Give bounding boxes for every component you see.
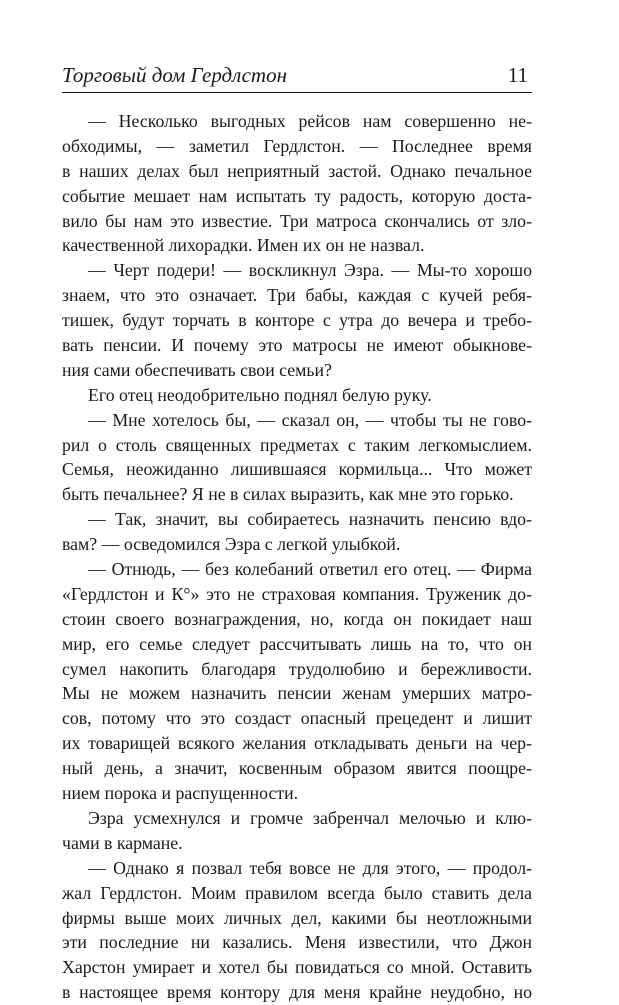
text-line: жал Гердлстон. Моим правилом всегда было ставить дела bbox=[62, 882, 532, 903]
text-line: эти последние ни казались. Меня известили, что Джон bbox=[62, 932, 532, 953]
text-line: в настоящее время контору для меня крайне неудобно, но bbox=[62, 982, 532, 1003]
running-header bbox=[62, 62, 532, 90]
text-line: чами в кармане. bbox=[62, 832, 183, 853]
text-line: фирмы выше моих личных дел, какими бы неотложными bbox=[62, 907, 532, 928]
running-title: Торговый дом Гердлстон bbox=[62, 63, 287, 87]
text-line: Эзра усмехнулся и громче забренчал мелочью и клю- bbox=[88, 807, 532, 828]
page-number: 11 bbox=[507, 63, 528, 87]
text-line: Харстон умирает и хотел бы повидаться со мной. Оставить bbox=[62, 957, 532, 978]
text-line: — Так, значит, вы собираетесь назначить пенсию вдо- bbox=[88, 509, 532, 530]
text-line: Семья, неожиданно лишившаяся кормильца... Что может bbox=[62, 459, 532, 480]
text-line: вило бы нам это известие. Три матроса скончались от зло- bbox=[62, 210, 532, 231]
text-line: рил о столь священных предметах с таким легкомыслием. bbox=[62, 434, 532, 455]
text-line: ный день, а значит, косвенным образом явится поощре- bbox=[62, 758, 532, 779]
text-line: «Гердлстон и К°» это не страховая компания. Труженик до- bbox=[62, 583, 532, 604]
text-line: событие мешает нам испытать ту радость, которую доста- bbox=[62, 185, 532, 206]
text-line: нием порока и распущенности. bbox=[62, 783, 299, 804]
text-line: ния сами обеспечивать свои семьи? bbox=[62, 359, 332, 380]
text-line: — Несколько выгодных рейсов нам совершенно не- bbox=[88, 111, 532, 131]
text-line: вать пенсии. И почему это матросы не имеют обыкнове- bbox=[62, 335, 532, 356]
text-line: сов, потому что это создаст опасный прецедент и лишит bbox=[62, 708, 532, 729]
text-line: тишек, будут торчать в конторе с утра до вечера и требо- bbox=[62, 310, 532, 331]
text-line: обходимы, — заметил Гердлстон. — Последнее время bbox=[62, 135, 532, 156]
header-rule bbox=[62, 92, 532, 93]
text-line: Мы не можем назначить пенсии женам умерших матро- bbox=[62, 683, 532, 704]
text-line: — Черт подери! — воскликнул Эзра. — Мы-то хорошо bbox=[88, 260, 532, 281]
text-line: мир, его семье следует рассчитывать лишь на то, что он bbox=[62, 633, 532, 654]
text-line: вам? — осведомился Эзра с легкой улыбкой. bbox=[62, 534, 401, 555]
text-line: стоин своего вознаграждения, но, когда он покидает наш bbox=[62, 608, 532, 629]
text-line: в наших делах был неприятный застой. Однако печальное bbox=[62, 160, 532, 181]
text-line: Его отец неодобрительно поднял белую руку. bbox=[88, 384, 432, 405]
text-line: быть печальнее? Я не в силах выразить, как мне это горько. bbox=[62, 484, 514, 505]
text-line: — Однако я позвал тебя вовсе не для этого, — продол- bbox=[88, 857, 532, 878]
text-line: качественной лихорадки. Имен их он не назвал. bbox=[62, 235, 425, 256]
text-line: сумел накопить благодаря трудолюбию и бережливости. bbox=[62, 658, 532, 679]
text-line: — Отнюдь, — без колебаний ответил его отец. — Фирма bbox=[88, 559, 532, 580]
text-line: знаем, что это означает. Три бабы, каждая с кучей ребя- bbox=[62, 285, 532, 306]
text-line: — Мне хотелось бы, — сказал он, — чтобы ты не гово- bbox=[88, 409, 532, 430]
body-text bbox=[62, 109, 532, 1005]
text-line: их товарищей всякого желания откладывать деньги на чер- bbox=[62, 733, 532, 754]
